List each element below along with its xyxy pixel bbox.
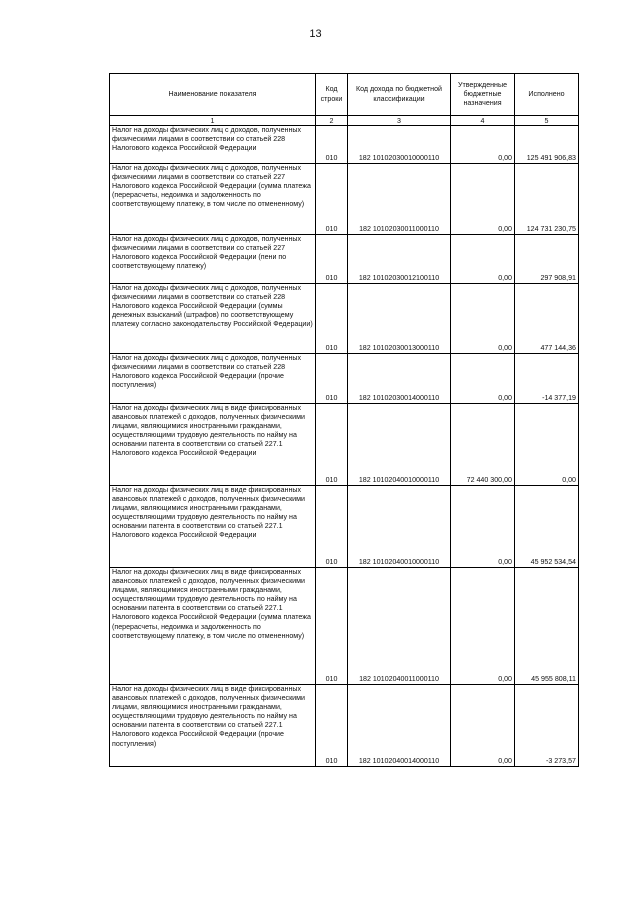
header-income-code: Код дохода по бюджетной классификации	[348, 74, 451, 116]
income-code: 182 10102030014000110	[348, 354, 451, 404]
executed-amount: 0,00	[515, 404, 579, 486]
line-code: 010	[316, 486, 348, 568]
table-row	[110, 486, 579, 568]
header-row	[110, 74, 579, 116]
indicator-name: Налог на доходы физических лиц в виде фиксированных авансовых платежей с доходов, полученных физическими лицами, являющимися иностранными гражданами, осуществляющими трудовую деятельность по найму на основании патента в соответствии со статьей 227.1 Налогового кодекса Российской Федерации	[110, 486, 316, 568]
indicator-name: Налог на доходы физических лиц в виде фиксированных авансовых платежей с доходов, полученных физическими лицами, являющимися иностранными гражданами, осуществляющими трудовую деятельность по найму на основании патента в соответствии со статьей 227.1 Налогового кодекса Российской Федерации	[110, 404, 316, 486]
executed-amount: 45 952 534,54	[515, 486, 579, 568]
income-code: 182 10102030012100110	[348, 235, 451, 284]
budget-execution-table	[109, 73, 579, 767]
approved-amount: 0,00	[451, 354, 515, 404]
table-row	[110, 164, 579, 235]
executed-amount: 125 491 906,83	[515, 126, 579, 164]
income-code: 182 10102030010000110	[348, 126, 451, 164]
approved-amount: 0,00	[451, 284, 515, 354]
column-number: 2	[316, 116, 348, 126]
approved-amount: 72 440 300,00	[451, 404, 515, 486]
executed-amount: 297 908,91	[515, 235, 579, 284]
income-code: 182 10102030011000110	[348, 164, 451, 235]
income-code: 182 10102040010000110	[348, 486, 451, 568]
indicator-name: Налог на доходы физических лиц с доходов, полученных физическими лицами в соответствии со статьей 228 Налогового кодекса Российской Федерации (суммы денежных взысканий (штрафов) по соответствующему платежу согласно законодательству Российской Федерации)	[110, 284, 316, 354]
approved-amount: 0,00	[451, 685, 515, 767]
line-code: 010	[316, 685, 348, 767]
approved-amount: 0,00	[451, 568, 515, 685]
table-row	[110, 568, 579, 685]
header-indicator-name: Наименование показателя	[110, 74, 316, 116]
approved-amount: 0,00	[451, 486, 515, 568]
line-code: 010	[316, 164, 348, 235]
executed-amount: -3 273,57	[515, 685, 579, 767]
line-code: 010	[316, 126, 348, 164]
column-number: 4	[451, 116, 515, 126]
indicator-name: Налог на доходы физических лиц с доходов, полученных физическими лицами в соответствии со статьей 228 Налогового кодекса Российской Федерации	[110, 126, 316, 164]
indicator-name: Налог на доходы физических лиц с доходов, полученных физическими лицами в соответствии со статьей 227 Налогового кодекса Российской Федерации (пени по соответствующему платежу)	[110, 235, 316, 284]
column-number: 1	[110, 116, 316, 126]
line-code: 010	[316, 284, 348, 354]
table-row	[110, 126, 579, 164]
header-approved: Утвержденные бюджетные назначения	[451, 74, 515, 116]
income-code: 182 10102040011000110	[348, 568, 451, 685]
line-code: 010	[316, 235, 348, 284]
table-row	[110, 354, 579, 404]
income-code: 182 10102040014000110	[348, 685, 451, 767]
approved-amount: 0,00	[451, 126, 515, 164]
line-code: 010	[316, 568, 348, 685]
approved-amount: 0,00	[451, 235, 515, 284]
header-line-code: Код строки	[316, 74, 348, 116]
table-row	[110, 404, 579, 486]
page-number: 13	[309, 28, 322, 40]
executed-amount: 124 731 230,75	[515, 164, 579, 235]
executed-amount: -14 377,19	[515, 354, 579, 404]
line-code: 010	[316, 354, 348, 404]
table-row	[110, 235, 579, 284]
header-executed: Исполнено	[515, 74, 579, 116]
indicator-name: Налог на доходы физических лиц в виде фиксированных авансовых платежей с доходов, полученных физическими лицами, являющимися иностранными гражданами, осуществляющими трудовую деятельность по найму на основании патента в соответствии со статьей 227.1 Налогового кодекса Российской Федерации (сумма платежа (перерасчеты, недоимка и задолженность по соответствующему платежу, в том числе по отмененному)	[110, 568, 316, 685]
approved-amount: 0,00	[451, 164, 515, 235]
indicator-name: Налог на доходы физических лиц в виде фиксированных авансовых платежей с доходов, полученных физическими лицами, являющимися иностранными гражданами, осуществляющими трудовую деятельность по найму на основании патента в соответствии со статьей 227.1 Налогового кодекса Российской Федерации (прочие поступления)	[110, 685, 316, 767]
table-row	[110, 685, 579, 767]
column-number: 5	[515, 116, 579, 126]
income-code: 182 10102040010000110	[348, 404, 451, 486]
executed-amount: 45 955 808,11	[515, 568, 579, 685]
column-number: 3	[348, 116, 451, 126]
column-number-row	[110, 116, 579, 126]
income-code: 182 10102030013000110	[348, 284, 451, 354]
line-code: 010	[316, 404, 348, 486]
executed-amount: 477 144,36	[515, 284, 579, 354]
indicator-name: Налог на доходы физических лиц с доходов, полученных физическими лицами в соответствии со статьей 227 Налогового кодекса Российской Федерации (сумма платежа (перерасчеты, недоимка и задолженность по соответствующему платежу, в том числе по отмененному)	[110, 164, 316, 235]
indicator-name: Налог на доходы физических лиц с доходов, полученных физическими лицами в соответствии со статьей 228 Налогового кодекса Российской Федерации (прочие поступления)	[110, 354, 316, 404]
table-row	[110, 284, 579, 354]
